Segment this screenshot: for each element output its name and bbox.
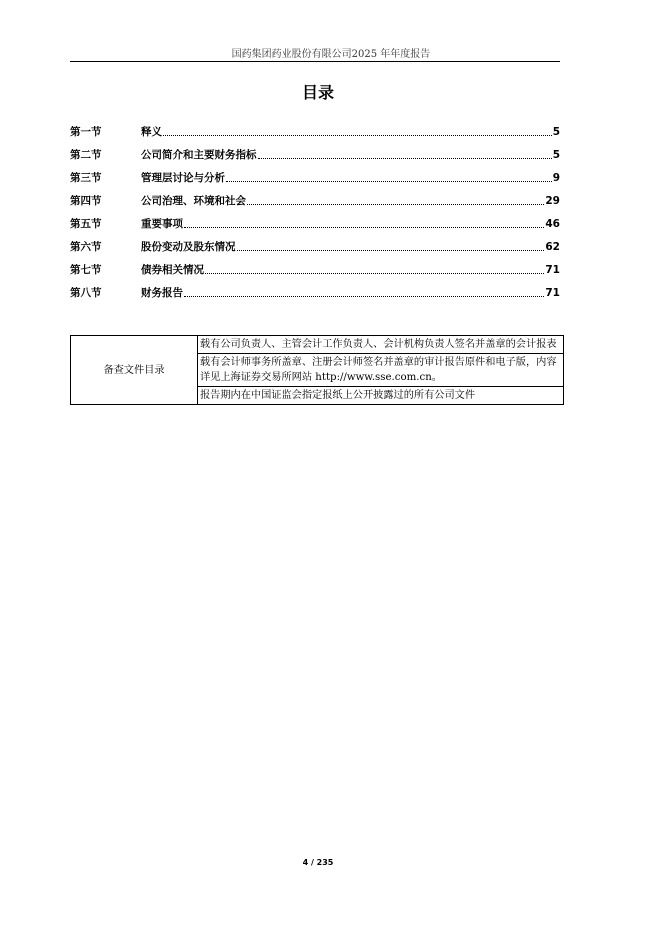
toc-section-number: 第六节 xyxy=(70,241,102,253)
toc-entry[interactable] xyxy=(70,143,560,166)
toc-section-number: 第五节 xyxy=(70,218,102,230)
toc-entry[interactable] xyxy=(70,189,560,212)
toc-leader-dots xyxy=(184,218,544,230)
toc-page-number: 5 xyxy=(552,148,560,161)
toc-page-number: 29 xyxy=(545,194,560,207)
toc-section-title: 公司简介和主要财务指标 xyxy=(141,149,257,161)
reference-document-item: 载有会计师事务所盖章、注册会计师签名并盖章的审计报告原件和电子版，内容详见上海证券交易所网站 http://www.sse.com.cn。 xyxy=(198,354,564,387)
toc-section-title: 管理层讨论与分析 xyxy=(141,172,225,184)
toc-section-title: 债券相关情况 xyxy=(141,264,204,276)
toc-entry[interactable] xyxy=(70,258,560,281)
toc-section-number: 第一节 xyxy=(70,126,102,138)
reference-documents-label: 备查文件目录 xyxy=(71,336,198,405)
toc-section-number: 第八节 xyxy=(70,287,102,299)
toc-leader-dots xyxy=(226,172,552,184)
toc-entry[interactable] xyxy=(70,166,560,189)
toc-entry[interactable] xyxy=(70,212,560,235)
toc-page-number: 71 xyxy=(545,263,560,276)
reference-documents-table xyxy=(70,335,564,405)
header-divider xyxy=(70,61,560,62)
toc-leader-dots xyxy=(163,126,552,138)
table-of-contents xyxy=(70,120,560,304)
toc-section-number: 第四节 xyxy=(70,195,102,207)
toc-section-title: 公司治理、环境和社会 xyxy=(141,195,246,207)
reference-document-item: 报告期内在中国证监会指定报纸上公开披露过的所有公司文件 xyxy=(198,387,564,405)
page-header: 国药集团药业股份有限公司2025 年年度报告 xyxy=(231,49,431,60)
toc-page-number: 5 xyxy=(552,125,560,138)
toc-section-title: 释义 xyxy=(141,126,162,138)
toc-leader-dots xyxy=(205,264,544,276)
toc-entry[interactable] xyxy=(70,120,560,143)
table-row xyxy=(71,336,564,354)
toc-entry[interactable] xyxy=(70,235,560,258)
toc-section-number: 第二节 xyxy=(70,149,102,161)
toc-section-title: 股份变动及股东情况 xyxy=(141,241,236,253)
toc-section-number: 第七节 xyxy=(70,264,102,276)
page-title: 目录 xyxy=(301,83,334,102)
toc-leader-dots xyxy=(258,149,552,161)
toc-page-number: 71 xyxy=(545,286,560,299)
reference-document-item: 载有公司负责人、主管会计工作负责人、会计机构负责人签名并盖章的会计报表 xyxy=(198,336,564,354)
toc-leader-dots xyxy=(184,287,544,299)
toc-leader-dots xyxy=(237,241,545,253)
toc-page-number: 62 xyxy=(545,240,560,253)
toc-page-number: 46 xyxy=(545,217,560,230)
toc-entry[interactable] xyxy=(70,281,560,304)
toc-section-title: 财务报告 xyxy=(141,287,183,299)
toc-leader-dots xyxy=(247,195,544,207)
toc-section-title: 重要事项 xyxy=(141,218,183,230)
toc-section-number: 第三节 xyxy=(70,172,102,184)
toc-page-number: 9 xyxy=(552,171,560,184)
page-number: 4 / 235 xyxy=(302,858,334,867)
